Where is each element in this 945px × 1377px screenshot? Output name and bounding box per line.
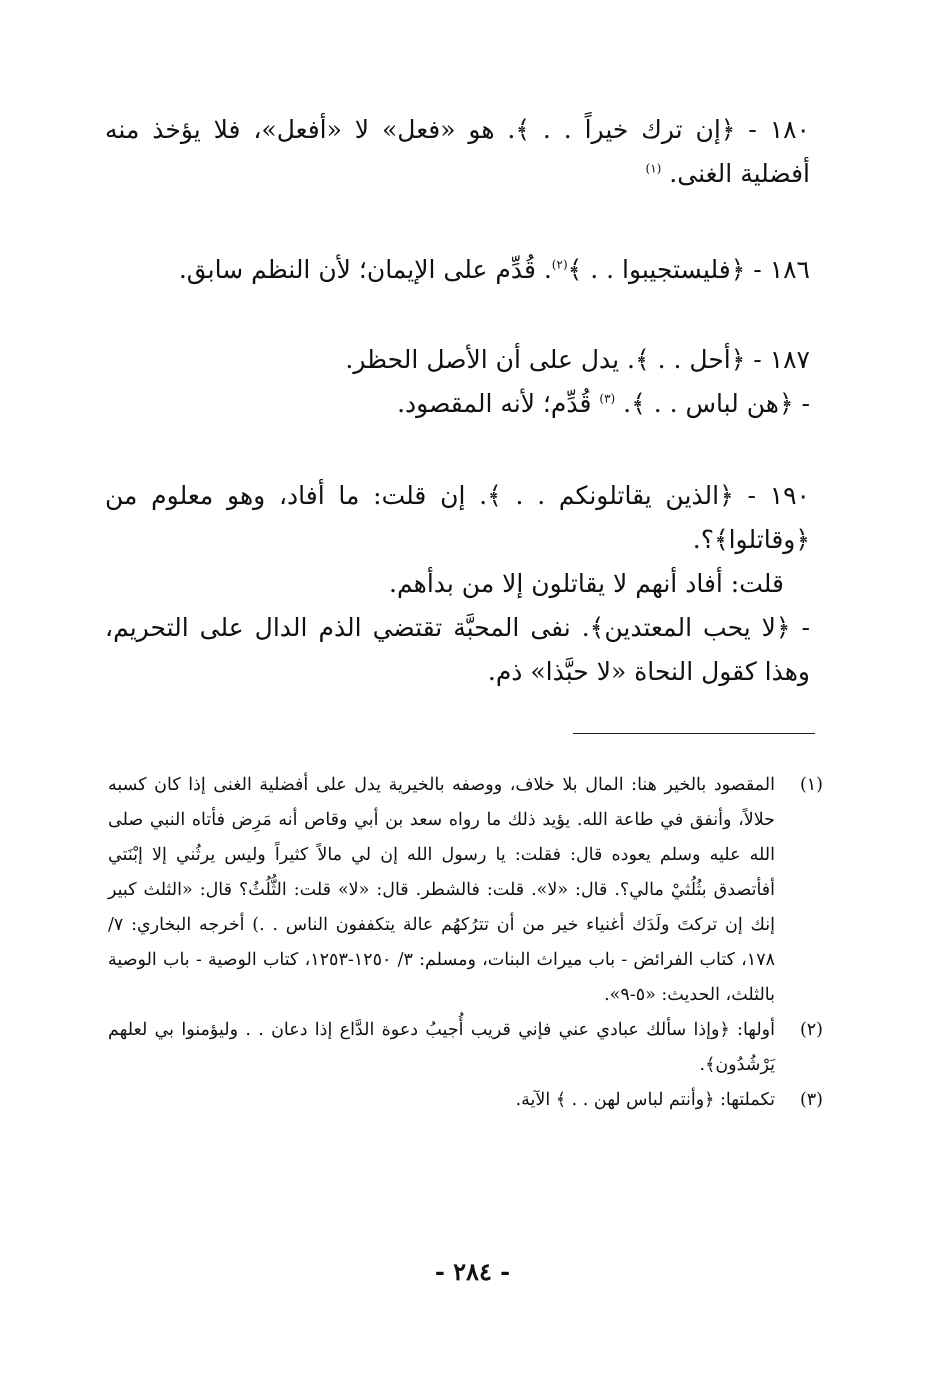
entry-187-line2-start: - ﴿هن لباس . . ﴾.	[623, 389, 810, 418]
footnote-ref-3[interactable]: (٣)	[599, 391, 616, 406]
entry-187-line2-rest: قُدِّم؛ لأنه المقصود.	[397, 389, 600, 418]
footnote-3	[108, 1083, 823, 1118]
footnote-1	[108, 768, 823, 1013]
footnote-number-2: (٢)	[799, 1020, 823, 1040]
entry-190	[105, 474, 810, 694]
entry-186	[105, 248, 810, 292]
entry-180	[105, 108, 810, 196]
entry-187-line1: ١٨٧ - ﴿أحل . . ﴾. يدل على أن الأصل الحظر.	[345, 345, 810, 374]
footnote-number-1: (١)	[799, 775, 823, 795]
footnote-ref-2[interactable]: (٢)	[551, 257, 568, 272]
entry-190-para2: قلت: أفاد أنهم لا يقاتلون إلا من بدأهم.	[389, 569, 784, 598]
footnote-number-3: (٣)	[799, 1090, 823, 1110]
page-number: - ٢٨٤ -	[434, 1257, 511, 1286]
footnote-divider	[573, 733, 815, 734]
footnote-text-2: أولها: ﴿وإذا سألك عبادي عني فإني قريب أُجيبُ دعوة الدَّاع إذا دعان . . وليؤمنوا بي لعلهم يَرْشُدُون﴾.	[108, 1020, 775, 1075]
entry-186-comment: . قُدِّم على الإيمان؛ لأن النظم سابق.	[178, 255, 552, 284]
entry-180-text: ١٨٠ - ﴿إن ترك خيراً . . ﴾. هو «فعل» لا «أفعل»، فلا يؤخذ منه أفضلية الغنى.	[105, 115, 810, 188]
footnote-2	[108, 1013, 823, 1083]
footnote-text-3: تكملتها: ﴿وأنتم لباس لهن . . ﴾ الآية.	[515, 1090, 775, 1110]
footnote-ref-1[interactable]: (١)	[645, 161, 662, 176]
entry-190-para1: ١٩٠ - ﴿الذين يقاتلونكم . . ﴾. إن قلت: ما أفاد، وهو معلوم من ﴿وقاتلوا﴾؟.	[105, 481, 810, 554]
entry-186-verse: ١٨٦ - ﴿فليستجيبوا . . ﴾	[567, 255, 810, 284]
entry-187	[105, 338, 810, 426]
entry-190-para3: - ﴿لا يحب المعتدين﴾. نفى المحبَّة تقتضي الذم الدال على التحريم، وهذا كقول النحاة «لا حبَّذا» ذم.	[105, 613, 810, 686]
footnotes	[108, 768, 823, 1118]
footnote-text-1: المقصود بالخير هنا: المال بلا خلاف، ووصفه بالخيرية يدل على أفضلية الغنى إذا كان كسبه حلالاً، وأنفق في طاعة الله. يؤيد ذلك ما رواه سعد بن أبي وقاص أنه مَرِض فأتاه النبي صلى الله عليه وسلم يعوده قال: فقلت: يا رسول الله إن لي مالاً كثيراً وليس يرثُني إلا إبْنَتي أفأتصدق بثُلُثيْ مالي؟. قال: «لا». قلت: فالشطر. قال: «لا» قلت: الثُّلُثُ؟ قال: «الثلث كبير إنك إن تركتَ ولَدَك أغنياء خير من أن تترُكهُم عالة يتكففون الناس . .) أخرجه البخاري: ٧/ ١٧٨، كتاب الفرائض - باب ميراث البنات، ومسلم: ٣/ ١٢٥٠-١٢٥٣، كتاب الوصية - باب الوصية بالثلث، الحديث: «٥-٩».	[108, 775, 775, 1005]
